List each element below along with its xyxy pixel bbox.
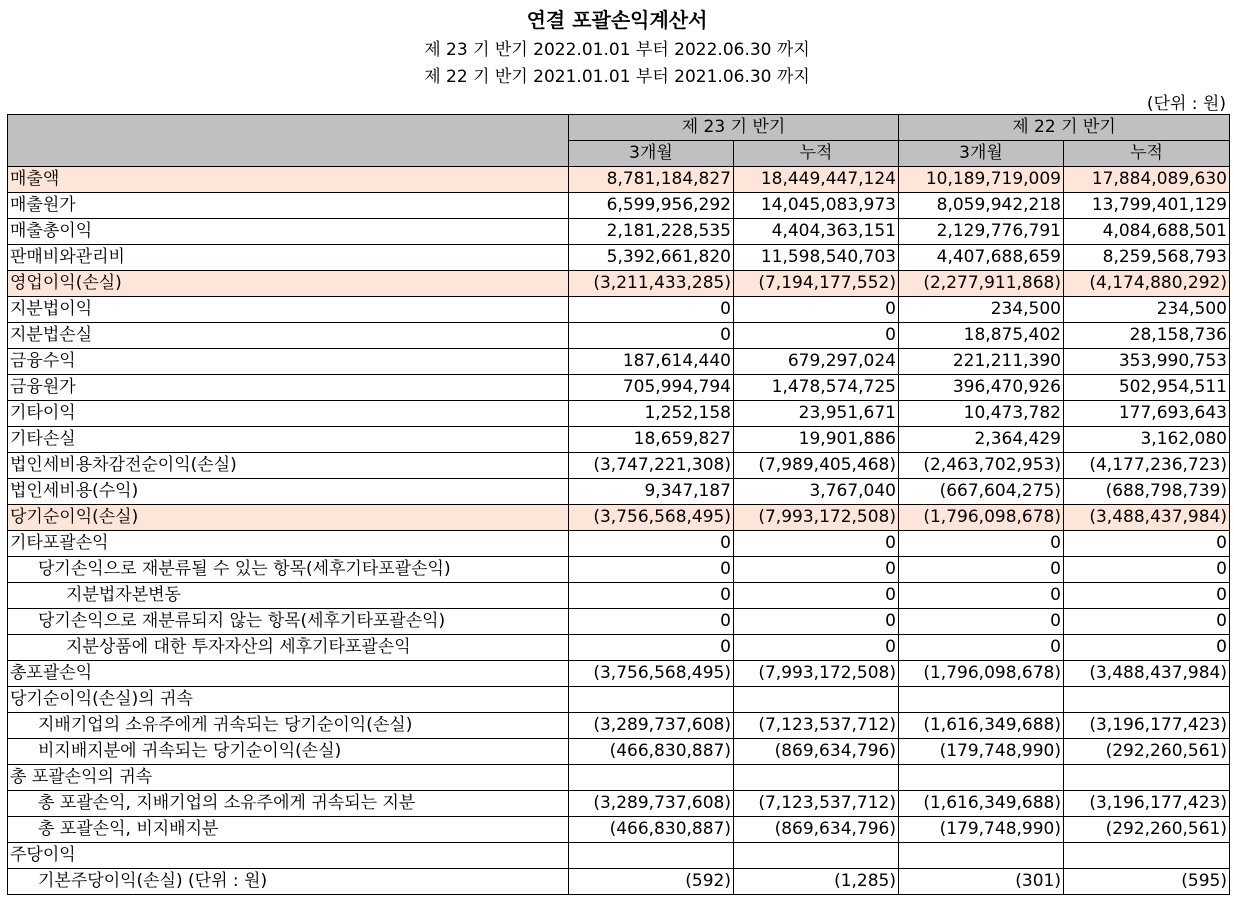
- header-account: [8, 115, 569, 167]
- table-row: [8, 271, 1230, 297]
- value-cell: 0: [1064, 609, 1230, 635]
- value-cell: 23,951,671: [734, 401, 899, 427]
- value-cell: 221,211,390: [899, 349, 1064, 375]
- value-cell: 0: [734, 297, 899, 323]
- value-cell: (466,830,887): [569, 817, 734, 843]
- header-prior-cumulative: 누적: [1064, 141, 1230, 167]
- value-cell: [1064, 687, 1230, 713]
- table-row: [8, 167, 1230, 193]
- account-label: 지배기업의 소유주에게 귀속되는 당기순이익(손실): [8, 713, 569, 739]
- account-label: 당기순이익(손실)의 귀속: [8, 687, 569, 713]
- value-cell: 0: [1064, 557, 1230, 583]
- table-row: [8, 375, 1230, 401]
- account-label: 총포괄손익: [8, 661, 569, 687]
- header-current-period: 제 23 기 반기: [569, 115, 899, 141]
- header-prior-period: 제 22 기 반기: [899, 115, 1230, 141]
- account-label: 매출액: [8, 167, 569, 193]
- table-row: [8, 245, 1230, 271]
- value-cell: 14,045,083,973: [734, 193, 899, 219]
- value-cell: 10,189,719,009: [899, 167, 1064, 193]
- account-label: 총 포괄손익, 비지배지분: [8, 817, 569, 843]
- value-cell: 8,059,942,218: [899, 193, 1064, 219]
- value-cell: 1,478,574,725: [734, 375, 899, 401]
- value-cell: 353,990,753: [1064, 349, 1230, 375]
- account-label: 법인세비용(수익): [8, 479, 569, 505]
- value-cell: 8,259,568,793: [1064, 245, 1230, 271]
- value-cell: (7,194,177,552): [734, 271, 899, 297]
- value-cell: (179,748,990): [899, 739, 1064, 765]
- table-row: [8, 713, 1230, 739]
- value-cell: (3,289,737,608): [569, 791, 734, 817]
- value-cell: (3,488,437,984): [1064, 505, 1230, 531]
- value-cell: 10,473,782: [899, 401, 1064, 427]
- value-cell: [569, 843, 734, 869]
- table-row: [8, 479, 1230, 505]
- value-cell: (3,196,177,423): [1064, 713, 1230, 739]
- value-cell: 3,162,080: [1064, 427, 1230, 453]
- value-cell: (4,174,880,292): [1064, 271, 1230, 297]
- table-row: [8, 739, 1230, 765]
- value-cell: (1,796,098,678): [899, 661, 1064, 687]
- table-row: [8, 453, 1230, 479]
- table-row: [8, 557, 1230, 583]
- value-cell: (7,989,405,468): [734, 453, 899, 479]
- value-cell: 187,614,440: [569, 349, 734, 375]
- table-row: [8, 635, 1230, 661]
- table-row: [8, 765, 1230, 791]
- value-cell: 18,659,827: [569, 427, 734, 453]
- value-cell: 234,500: [899, 297, 1064, 323]
- value-cell: 9,347,187: [569, 479, 734, 505]
- account-label: 총 포괄손익, 지배기업의 소유주에게 귀속되는 지분: [8, 791, 569, 817]
- value-cell: 18,875,402: [899, 323, 1064, 349]
- table-row: [8, 869, 1230, 895]
- table-row: [8, 323, 1230, 349]
- value-cell: (3,747,221,308): [569, 453, 734, 479]
- value-cell: (3,488,437,984): [1064, 661, 1230, 687]
- value-cell: 0: [734, 583, 899, 609]
- value-cell: 0: [569, 323, 734, 349]
- value-cell: 5,392,661,820: [569, 245, 734, 271]
- value-cell: 4,407,688,659: [899, 245, 1064, 271]
- value-cell: (4,177,236,723): [1064, 453, 1230, 479]
- table-row: [8, 219, 1230, 245]
- value-cell: (869,634,796): [734, 739, 899, 765]
- value-cell: 0: [569, 531, 734, 557]
- value-cell: 0: [734, 557, 899, 583]
- account-label: 판매비와관리비: [8, 245, 569, 271]
- value-cell: 0: [569, 297, 734, 323]
- value-cell: 4,084,688,501: [1064, 219, 1230, 245]
- table-row: [8, 609, 1230, 635]
- value-cell: (592): [569, 869, 734, 895]
- account-label: 기타이익: [8, 401, 569, 427]
- table-row: [8, 843, 1230, 869]
- table-row: [8, 401, 1230, 427]
- value-cell: (292,260,561): [1064, 817, 1230, 843]
- value-cell: 4,404,363,151: [734, 219, 899, 245]
- account-label: 총 포괄손익의 귀속: [8, 765, 569, 791]
- table-row: [8, 661, 1230, 687]
- table-row: [8, 817, 1230, 843]
- account-label: 지분법손실: [8, 323, 569, 349]
- value-cell: 0: [899, 583, 1064, 609]
- value-cell: 0: [899, 635, 1064, 661]
- account-label: 기타포괄손익: [8, 531, 569, 557]
- value-cell: (3,196,177,423): [1064, 791, 1230, 817]
- value-cell: (3,756,568,495): [569, 505, 734, 531]
- value-cell: 1,252,158: [569, 401, 734, 427]
- value-cell: [569, 687, 734, 713]
- value-cell: (7,123,537,712): [734, 791, 899, 817]
- value-cell: (595): [1064, 869, 1230, 895]
- table-row: [8, 427, 1230, 453]
- account-label: 금융원가: [8, 375, 569, 401]
- value-cell: (869,634,796): [734, 817, 899, 843]
- value-cell: (3,756,568,495): [569, 661, 734, 687]
- table-row: [8, 297, 1230, 323]
- value-cell: 8,781,184,827: [569, 167, 734, 193]
- value-cell: 396,470,926: [899, 375, 1064, 401]
- value-cell: 13,799,401,129: [1064, 193, 1230, 219]
- account-label: 지분상품에 대한 투자자산의 세후기타포괄손익: [8, 635, 569, 661]
- value-cell: 0: [1064, 583, 1230, 609]
- value-cell: 679,297,024: [734, 349, 899, 375]
- value-cell: 234,500: [1064, 297, 1230, 323]
- table-row: [8, 583, 1230, 609]
- current-period: 제 23 기 반기 2022.01.01 부터 2022.06.30 까지: [424, 40, 810, 60]
- value-cell: (2,277,911,868): [899, 271, 1064, 297]
- account-label: 비지배지분에 귀속되는 당기순이익(손실): [8, 739, 569, 765]
- header-current-cumulative: 누적: [734, 141, 899, 167]
- value-cell: [899, 765, 1064, 791]
- account-label: 매출총이익: [8, 219, 569, 245]
- value-cell: 0: [734, 635, 899, 661]
- value-cell: 0: [734, 609, 899, 635]
- value-cell: 502,954,511: [1064, 375, 1230, 401]
- value-cell: (7,993,172,508): [734, 661, 899, 687]
- value-cell: (688,798,739): [1064, 479, 1230, 505]
- value-cell: (1,796,098,678): [899, 505, 1064, 531]
- unit-label: (단위 : 원): [1146, 94, 1226, 114]
- value-cell: [1064, 843, 1230, 869]
- value-cell: (3,211,433,285): [569, 271, 734, 297]
- value-cell: (1,616,349,688): [899, 791, 1064, 817]
- account-label: 영업이익(손실): [8, 271, 569, 297]
- value-cell: 0: [1064, 531, 1230, 557]
- value-cell: 2,129,776,791: [899, 219, 1064, 245]
- value-cell: (1,616,349,688): [899, 713, 1064, 739]
- value-cell: [734, 843, 899, 869]
- value-cell: 2,364,429: [899, 427, 1064, 453]
- value-cell: 17,884,089,630: [1064, 167, 1230, 193]
- value-cell: 18,449,447,124: [734, 167, 899, 193]
- value-cell: 0: [899, 557, 1064, 583]
- value-cell: (7,993,172,508): [734, 505, 899, 531]
- value-cell: 11,598,540,703: [734, 245, 899, 271]
- value-cell: (3,289,737,608): [569, 713, 734, 739]
- value-cell: 0: [569, 557, 734, 583]
- value-cell: [734, 765, 899, 791]
- table-row: [8, 531, 1230, 557]
- account-label: 법인세비용차감전순이익(손실): [8, 453, 569, 479]
- table-row: [8, 505, 1230, 531]
- value-cell: 0: [1064, 635, 1230, 661]
- value-cell: (7,123,537,712): [734, 713, 899, 739]
- document-title: 연결 포괄손익계산서: [526, 8, 708, 32]
- account-label: 당기순이익(손실): [8, 505, 569, 531]
- value-cell: 177,693,643: [1064, 401, 1230, 427]
- value-cell: [899, 843, 1064, 869]
- value-cell: (301): [899, 869, 1064, 895]
- value-cell: 0: [734, 531, 899, 557]
- table-row: [8, 193, 1230, 219]
- account-label: 지분법자본변동: [8, 583, 569, 609]
- value-cell: 3,767,040: [734, 479, 899, 505]
- table-row: [8, 687, 1230, 713]
- value-cell: 6,599,956,292: [569, 193, 734, 219]
- value-cell: 28,158,736: [1064, 323, 1230, 349]
- value-cell: 705,994,794: [569, 375, 734, 401]
- account-label: 주당이익: [8, 843, 569, 869]
- value-cell: 0: [569, 583, 734, 609]
- account-label: 당기손익으로 재분류되지 않는 항목(세후기타포괄손익): [8, 609, 569, 635]
- income-statement-table: [7, 114, 1230, 895]
- value-cell: (2,463,702,953): [899, 453, 1064, 479]
- value-cell: [899, 687, 1064, 713]
- value-cell: (179,748,990): [899, 817, 1064, 843]
- value-cell: 0: [569, 609, 734, 635]
- value-cell: 0: [899, 609, 1064, 635]
- value-cell: (1,285): [734, 869, 899, 895]
- value-cell: 2,181,228,535: [569, 219, 734, 245]
- value-cell: 0: [569, 635, 734, 661]
- table-row: [8, 791, 1230, 817]
- value-cell: (292,260,561): [1064, 739, 1230, 765]
- value-cell: 19,901,886: [734, 427, 899, 453]
- account-label: 기본주당이익(손실) (단위 : 원): [8, 869, 569, 895]
- table-row: [8, 349, 1230, 375]
- value-cell: (667,604,275): [899, 479, 1064, 505]
- account-label: 금융수익: [8, 349, 569, 375]
- value-cell: [569, 765, 734, 791]
- account-label: 기타손실: [8, 427, 569, 453]
- value-cell: (466,830,887): [569, 739, 734, 765]
- value-cell: [1064, 765, 1230, 791]
- account-label: 매출원가: [8, 193, 569, 219]
- account-label: 지분법이익: [8, 297, 569, 323]
- value-cell: 0: [899, 531, 1064, 557]
- header-prior-3m: 3개월: [899, 141, 1064, 167]
- account-label: 당기손익으로 재분류될 수 있는 항목(세후기타포괄손익): [8, 557, 569, 583]
- prior-period: 제 22 기 반기 2021.01.01 부터 2021.06.30 까지: [424, 67, 810, 87]
- value-cell: 0: [734, 323, 899, 349]
- header-current-3m: 3개월: [569, 141, 734, 167]
- value-cell: [734, 687, 899, 713]
